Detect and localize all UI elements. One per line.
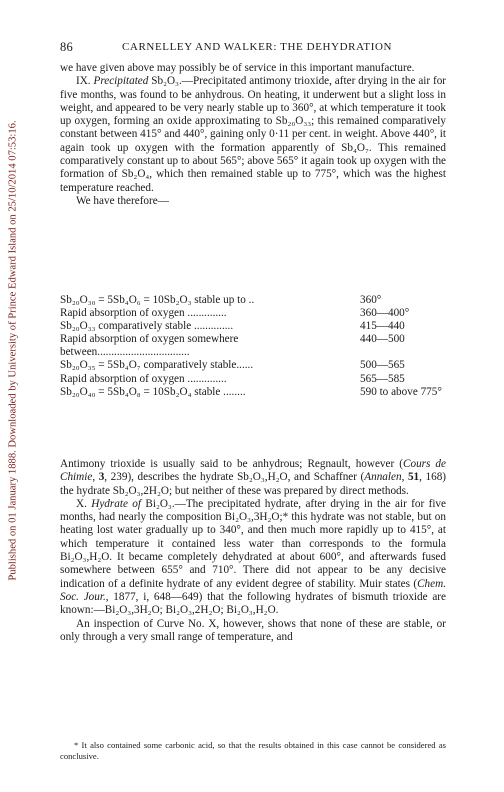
results-row <box>60 386 450 399</box>
results-label: Rapid absorption of oxygen somewhere between................................. <box>60 333 239 359</box>
citation-cours-de-chimie: Cours de Chimie <box>60 458 446 484</box>
section-x-body: —The precipitated hydrate, after drying in the air for five months, had nearly the composition Bi₂O₃,3H₂O;* this hydrate was not stable, but on heating lost water gradually up to 340°, and then much more rapidly up to 415°, at which temperature it contained less water than corresponds to the formula Bi₂O₃,H₂O. It became completely dehydrated at about 600°, and afterwards fused somewhere between 655° and 710°. There did not appear to be any decisive indication of a definite hydrate of any evident degree of stability. Muir states ( <box>60 497 446 590</box>
page-header <box>60 40 446 58</box>
results-temperature: 415—440 <box>360 320 405 333</box>
section-ix-paragraph <box>60 75 446 195</box>
antimony-text-1: Antimony trioxide is usually said to be anhydrous; Regnault, however ( <box>60 458 404 470</box>
section-ix-formula: Sb₂O₃. <box>151 75 182 88</box>
citation-annalen: Annalen <box>364 471 402 484</box>
results-temperature: 565—585 <box>360 372 405 385</box>
results-row <box>60 373 450 386</box>
citation-chem-soc-jour: Chem. Soc. Jour. <box>60 577 446 603</box>
results-label: Sb₂₀O₃₀ = 5Sb₄O₆ = 10Sb₂O₃ stable up to .. <box>60 294 255 306</box>
antimony-paragraph <box>60 458 446 498</box>
curve-inspection-paragraph: An inspection of Curve No. X, however, shows that none of these are stable, or only through a very small range of temperature, and <box>60 617 446 643</box>
results-label: Sb₂₀O₃₅ = 5Sb₄O₇ comparatively stable...... <box>60 359 254 372</box>
download-notice-text: Published on 01 January 1888. Downloaded by University of Prince Edward Island on 25/10/2014 07:53:16. <box>7 119 19 581</box>
results-label: Sb₂₀O₄₀ = 5Sb₄O₈ = 10Sb₂O₄ stable ........ <box>60 385 246 398</box>
antimony-text-4: , <box>401 471 408 484</box>
results-label: Rapid absorption of oxygen .............. <box>60 372 227 385</box>
antimony-text-2: , <box>92 471 99 484</box>
volume-number: 3 <box>98 471 105 484</box>
results-row <box>60 294 450 307</box>
we-have-therefore: We have therefore— <box>76 194 169 207</box>
section-ix-number: IX. <box>76 75 91 88</box>
results-temperature: 440—500 <box>360 333 405 346</box>
section-x-end: , 1877, i, 648—649) that the following hydrates of bismuth trioxide are known:—Bi₂O₃,3H₂O; Bi₂O₃,2H₂O; Bi₂O₃,H₂O. <box>60 590 446 617</box>
antimony-text-5: , 168) the hydrate Sb₂O₃,2H₂O; but neither of these was prepared by direct methods. <box>60 471 447 497</box>
intro-paragraph: we have given above may possibly be of service in this important manufacture. <box>60 62 415 74</box>
results-row <box>60 333 450 359</box>
volume-number-2: 51 <box>407 471 420 484</box>
running-title: CARNELLEY AND WALKER: THE DEHYDRATION <box>122 41 393 53</box>
download-watermark <box>2 20 24 680</box>
results-row <box>60 307 450 320</box>
results-label: Sb₂₀O₃₃ comparatively stable .............. <box>60 320 234 333</box>
results-row <box>60 359 450 372</box>
results-label: Rapid absorption of oxygen .............. <box>60 307 227 320</box>
section-x-formula: Bi₂O₃. <box>145 497 175 510</box>
section-ix-body: —Precipitated antimony trioxide, after drying in the air for five months, was found to be anhydrous. On heating, it underwent but a slight loss in weight, and appeared to be very nearly stable up to 360°, at which temperature it took up oxygen, forming an oxide approximating to Sb₂₀O₃₃; this remained comparatively constant between 415° and 440°, gaining only 0·11 per cent. in weight. Above 440°, it again took up oxygen with the formation apparently of Sb₄O₇. This remained comparatively constant up to about 565°; above 565° it again took up oxygen with the formation of Sb₂O₄, which then remained stable up to 775°, which was the highest temperature reached. <box>60 75 447 194</box>
section-x-title: Hydrate of <box>91 497 141 510</box>
body-bottom <box>60 458 446 644</box>
antimony-text-3: , 239), describes the hydrate Sb₂O₃,H₂O, and Schaffner ( <box>104 471 365 484</box>
body-top <box>60 62 446 208</box>
section-x-paragraph <box>60 498 446 618</box>
section-ix-title: Precipitated <box>93 75 149 88</box>
results-temperature: 500—565 <box>360 359 405 372</box>
results-temperature: 360° <box>360 294 382 306</box>
footnote: * It also contained some carbonic acid, so that the results obtained in this case cannot be considered as conclusive. <box>60 740 446 761</box>
results-temperature: 360—400° <box>360 307 410 320</box>
section-x-number: X. <box>76 497 87 510</box>
results-temperature: 590 to above 775° <box>360 385 442 398</box>
results-row <box>60 320 450 333</box>
page-number: 86 <box>60 40 73 54</box>
oxidation-results-table <box>60 294 450 399</box>
